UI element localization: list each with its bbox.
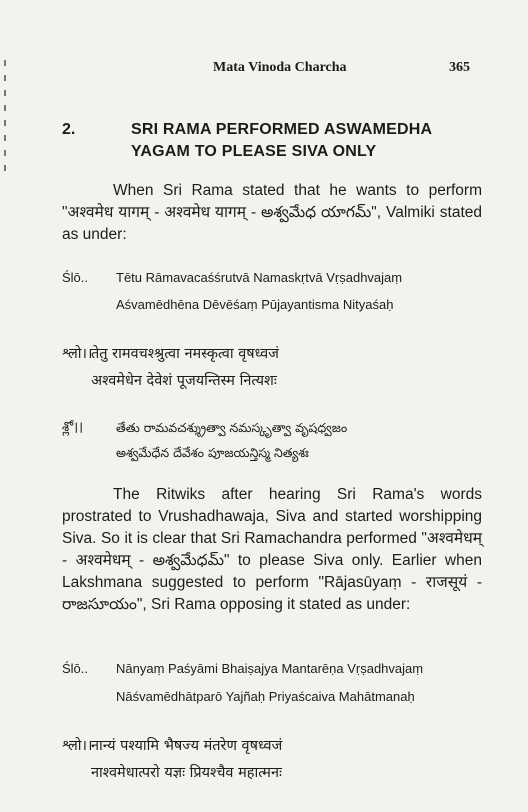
verse2-deva-label: श्लो।। <box>62 738 93 754</box>
section-title: SRI RAMA PERFORMED ASWAMEDHA YAGAM TO PLEASE SIVA ONLY <box>131 121 432 160</box>
verse2-line2: Nāśvamēdhātparō Yajñaḥ Priyaścaiva Mahātmanaḥ <box>116 689 415 704</box>
verse1-tel-label: శ్లో।। <box>62 420 84 435</box>
paragraph-intro: When Sri Rama stated that he wants to perform "अश्वमेध यागम् - अश्वमेध यागम् - అశ్వమేధ యాగమ్", Valmiki stated as under: <box>62 182 482 243</box>
verse2-line1: Nānyaṃ Paśyāmi Bhaiṣajya Mantarēṇa Vṛṣadhvajaṃ <box>116 661 424 676</box>
verse1-tel-line1: తేతు రామవచశ్శ్రుత్వా నమస్కృత్వా వృషధ్వజం <box>116 420 348 435</box>
running-header-title: Mata Vinoda Charcha <box>213 60 347 75</box>
page-number: 365 <box>449 60 470 75</box>
verse1-deva-label: श्लो।। <box>62 346 93 362</box>
verse2-deva-line2: नाश्वमेधात्परो यज्ञः प्रियश्चैव महात्मनः <box>91 765 282 781</box>
verse1-label: Ślō.. <box>62 270 89 285</box>
verse1-deva-line1: तेतु रामवचश्श्रुत्वा नमस्कृत्वा वृषध्वजं <box>91 346 279 362</box>
verse1-line1: Tētu Rāmavacaśśrutvā Namaskṛtvā Vṛṣadhvajaṃ <box>116 270 403 285</box>
section-number: 2. <box>62 121 76 138</box>
verse2-label: Ślō.. <box>62 661 89 676</box>
verse1-line2: Aśvamēdhēna Dēvēśaṃ Pūjayantisma Nityaśaḥ <box>116 297 394 312</box>
paragraph-ritwiks: The Ritwiks after hearing Sri Rama's words prostrated to Vrushadhawaja, Siva and started worshipping Siva. So it is clear that Sri Ramachandra performed "अश्वमेधम् - अश्वमेधम् - అశ్వమేధమ్" to please Siva only. Earlier when Lakshmana suggested to perform "Rājasūyaṃ - राजसूयं - రాజసూయం", Sri Rama opposing it stated as under: <box>62 486 482 613</box>
verse1-tel-line2: అశ్వమేధేన దేవేశం పూజయన్తిస్మ నిత్యశః <box>116 445 309 460</box>
verse2-deva-line1: नान्यं पश्यामि भैषज्य मंतरेण वृषध्वजं <box>91 738 283 754</box>
binding-marks <box>4 60 6 180</box>
verse1-deva-line2: अश्वमेधेन देवेशं पूजयन्तिस्म नित्यशः <box>91 373 277 389</box>
